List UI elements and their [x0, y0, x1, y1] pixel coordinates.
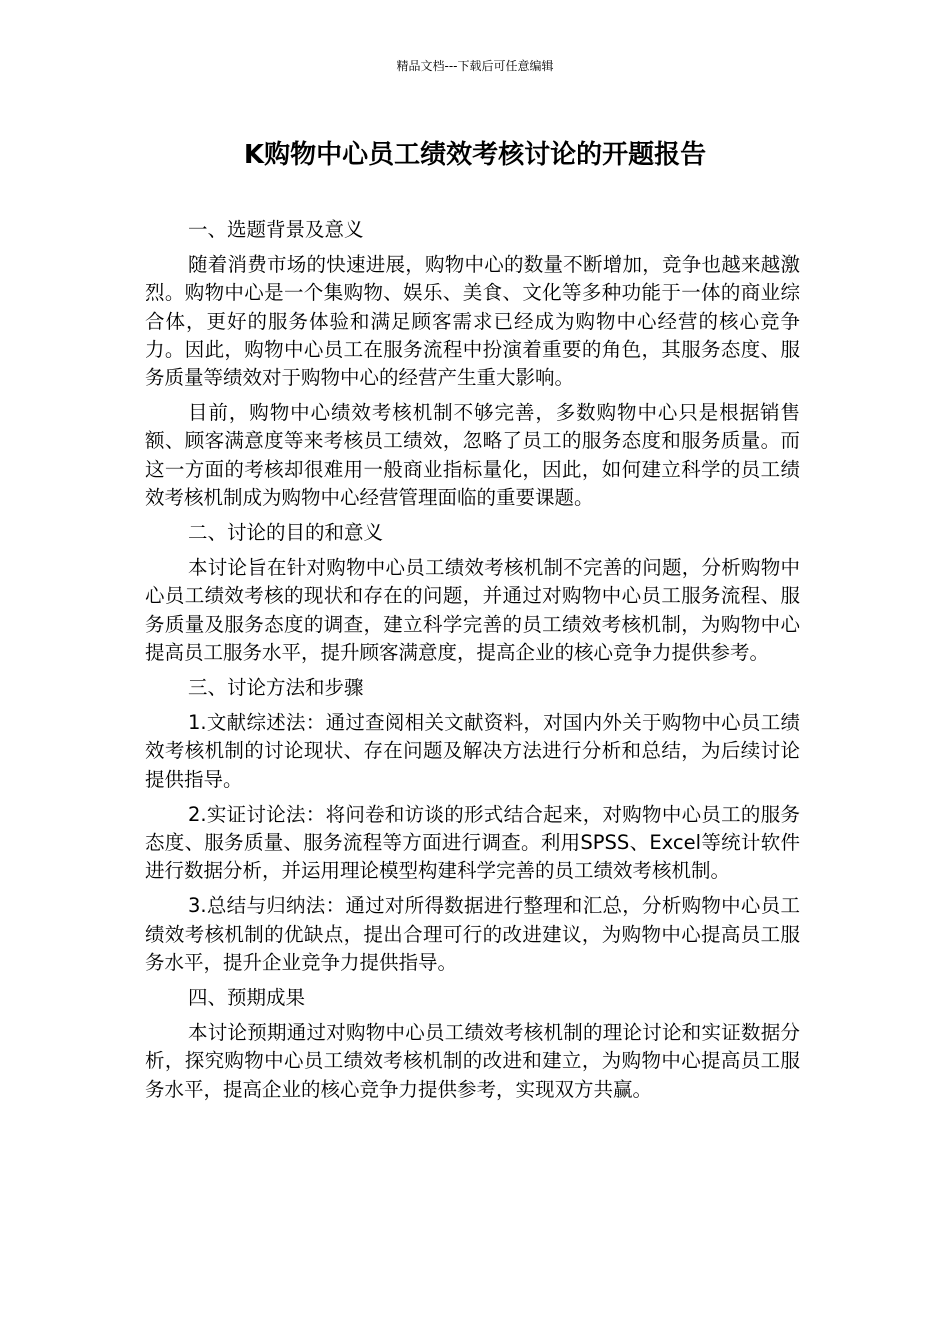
paragraph-background-1: 随着消费市场的快速进展，购物中心的数量不断增加，竞争也越来越激烈。购物中心是一个集购物、娱乐、美食、文化等多种功能于一体的商业综合体，更好的服务体验和满足顾客需求已经成为购物中心经营的核心竞争力。因此，购物中心员工在服务流程中扮演着重要的角色，其服务态度、服务质量等绩效对于购物中心的经营产生重大影响。 — [145, 253, 800, 390]
paragraph-method-summary: 3.总结与归纳法：通过对所得数据进行整理和汇总，分析购物中心员工绩效考核机制的优缺点，提出合理可行的改进建议，为购物中心提高员工服务水平，提升企业竞争力提供指导。 — [145, 894, 800, 974]
section-heading-background: 一、选题背景及意义 — [188, 218, 364, 241]
section-heading-outcomes: 四、预期成果 — [188, 986, 306, 1010]
paragraph-background-2: 目前，购物中心绩效考核机制不够完善，多数购物中心只是根据销售额、顾客满意度等来考核员工绩效，忽略了员工的服务态度和服务质量。而这一方面的考核却很难用一般商业指标量化，因此，如何建立科学的员工绩效考核机制成为购物中心经营管理面临的重要课题。 — [145, 401, 800, 509]
paragraph-outcomes: 本讨论预期通过对购物中心员工绩效考核机制的理论讨论和实证数据分析，探究购物中心员工绩效考核机制的改进和建立，为购物中心提高员工服务水平，提高企业的核心竞争力提供参考，实现双方共赢。 — [145, 1021, 800, 1101]
paragraph-method-empirical: 2.实证讨论法：将问卷和访谈的形式结合起来，对购物中心员工的服务态度、服务质量、服务流程等方面进行调查。利用SPSS、Excel等统计软件进行数据分析，并运用理论模型构建科学完善的员工绩效考核机制。 — [145, 802, 800, 883]
paragraph-method-literature: 1.文献综述法：通过查阅相关文献资料，对国内外关于购物中心员工绩效考核机制的讨论现状、存在问题及解决方法进行分析和总结，为后续讨论提供指导。 — [145, 711, 800, 791]
document-title: K购物中心员工绩效考核讨论的开题报告 — [243, 140, 707, 170]
section-heading-methods: 三、讨论方法和步骤 — [188, 676, 364, 700]
page-header: 精品文档---下载后可任意编辑 — [396, 59, 554, 73]
section-heading-purpose: 二、讨论的目的和意义 — [188, 521, 384, 545]
paragraph-purpose: 本讨论旨在针对购物中心员工绩效考核机制不完善的问题，分析购物中心员工绩效考核的现状和存在的问题，并通过对购物中心员工服务流程、服务质量及服务态度的调查，建立科学完善的员工绩效考核机制，为购物中心提高员工服务水平，提升顾客满意度，提高企业的核心竞争力提供参考。 — [145, 556, 800, 664]
document-body — [145, 216, 800, 1111]
